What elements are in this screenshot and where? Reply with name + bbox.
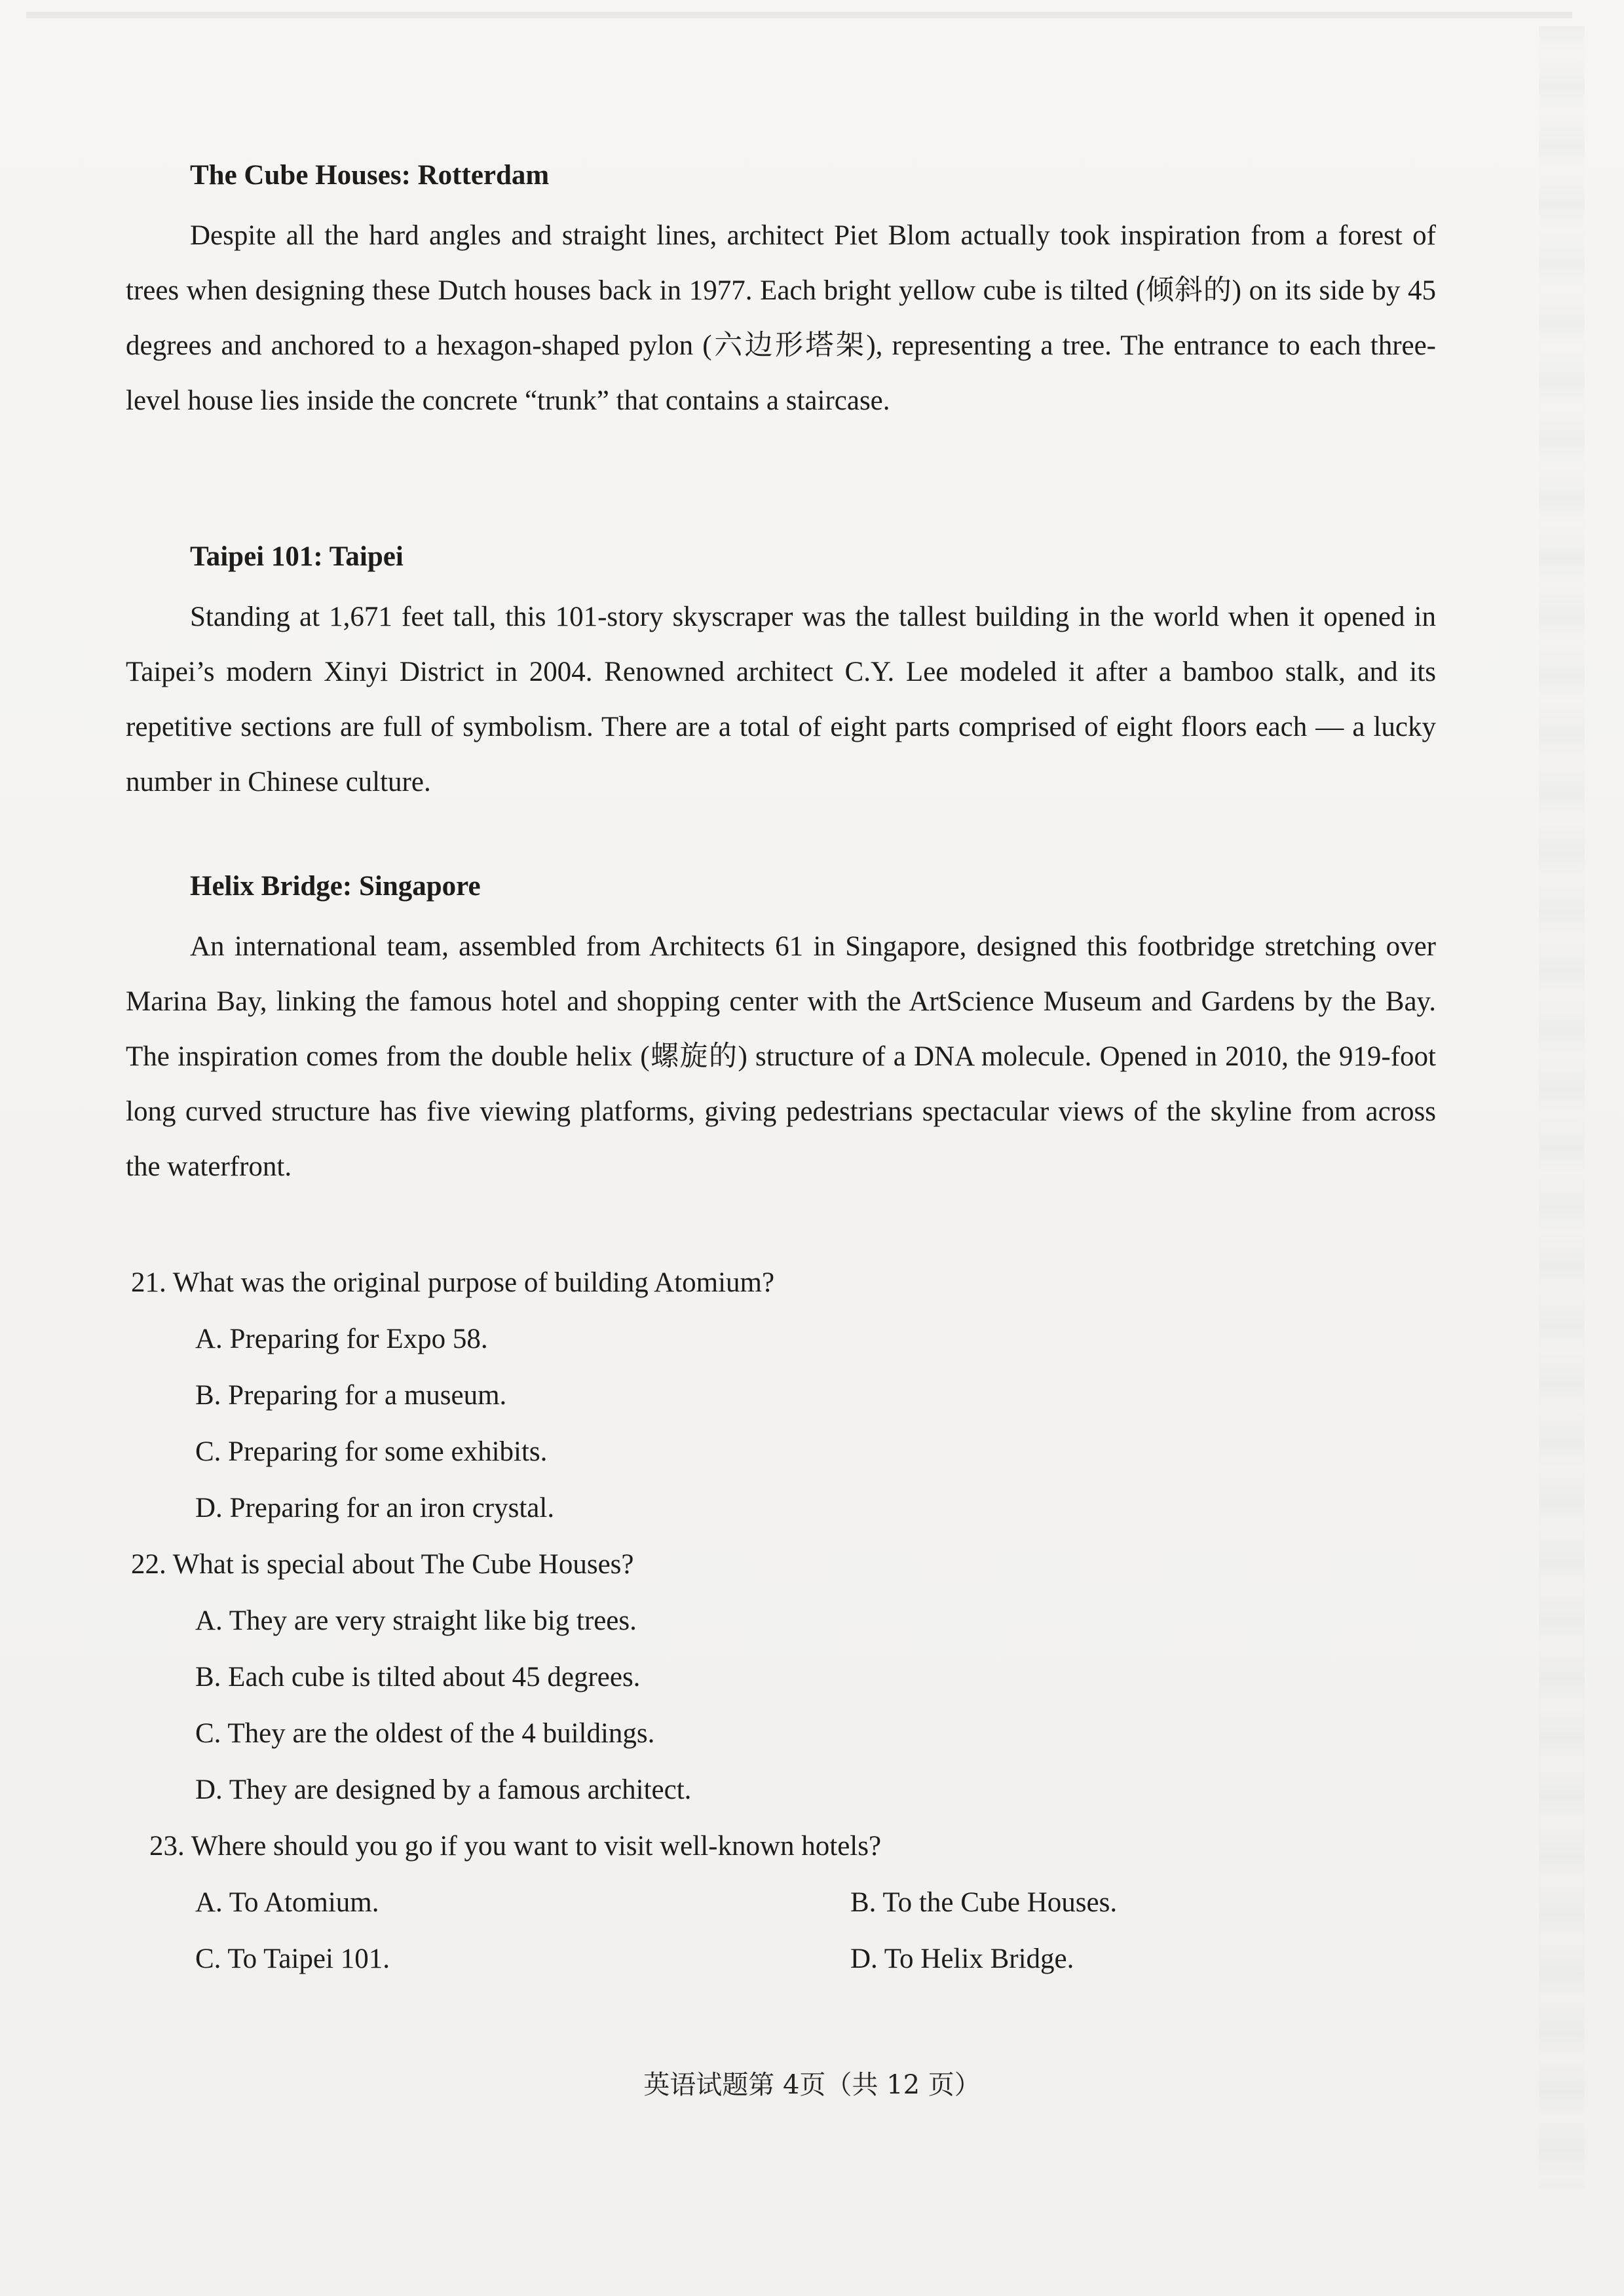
option-row	[131, 1931, 1441, 1987]
page-footer: 英语试题第 4页（共 12 页）	[643, 2070, 981, 2100]
option-a: A. Preparing for Expo 58.	[195, 1324, 488, 1354]
option-b: B. Preparing for a museum.	[195, 1380, 507, 1411]
section-heading: Taipei 101: Taipei	[190, 541, 404, 572]
option-row	[131, 1875, 1441, 1931]
option-c: C. To Taipei 101.	[195, 1943, 390, 1974]
section-body: An international team, assembled from Architects 61 in Singapore, designed this footbridge stretching over Marina Bay, linking the famous hotel and shopping center with the ArtScience Museum and Gardens by the Bay. The inspiration comes from the double helix (螺旋的) structure of a DNA molecule. Opened in 2010, the 919-foot long curved structure has five viewing platforms, giving pedestrians spectacular views of the skyline from across the waterfront.	[126, 931, 1436, 1182]
question-21	[131, 1255, 1441, 1537]
scan-edge-top	[26, 12, 1572, 18]
question-22	[131, 1537, 1441, 1818]
question-stem: 23. Where should you go if you want to visit well-known hotels?	[149, 1831, 882, 1862]
section-cube-houses	[126, 157, 1436, 429]
option-d: D. To Helix Bridge.	[850, 1943, 1074, 1974]
question-stem: 21. What was the original purpose of building Atomium?	[131, 1267, 775, 1298]
option-c: C. Preparing for some exhibits.	[195, 1436, 548, 1467]
section-heading: The Cube Houses: Rotterdam	[190, 160, 550, 191]
section-body: Despite all the hard angles and straight lines, architect Piet Blom actually took inspiration from a forest of trees when designing these Dutch houses back in 1977. Each bright yellow cube is tilted (倾斜的) on its side by 45 degrees and anchored to a hexagon-shaped pylon (六边形塔架), representing a tree. The entrance to each three-level house lies inside the concrete “trunk” that contains a staircase.	[126, 220, 1436, 416]
option-b: B. To the Cube Houses.	[850, 1887, 1118, 1918]
section-helix-bridge	[126, 868, 1436, 1195]
section-body: Standing at 1,671 feet tall, this 101-story skyscraper was the tallest building in the world when it opened in Taipei’s modern Xinyi District in 2004. Renowned architect C.Y. Lee modeled it after a bamboo stalk, and its repetitive sections are full of symbolism. There are a total of eight parts comprised of eight floors each — a lucky number in Chinese culture.	[126, 602, 1436, 797]
option-d: D. They are designed by a famous architect.	[195, 1774, 692, 1805]
option-a: A. To Atomium.	[195, 1887, 379, 1918]
question-23	[131, 1818, 1441, 1987]
option-a: A. They are very straight like big trees.	[195, 1605, 637, 1636]
option-d: D. Preparing for an iron crystal.	[195, 1493, 555, 1523]
section-taipei-101	[126, 539, 1436, 810]
question-list	[131, 1255, 1441, 1987]
scan-edge-right	[1539, 26, 1585, 2189]
section-heading: Helix Bridge: Singapore	[190, 871, 481, 902]
option-b: B. Each cube is tilted about 45 degrees.	[195, 1662, 641, 1693]
option-c: C. They are the oldest of the 4 buildings.	[195, 1718, 655, 1749]
question-stem: 22. What is special about The Cube Houses?	[131, 1549, 634, 1580]
